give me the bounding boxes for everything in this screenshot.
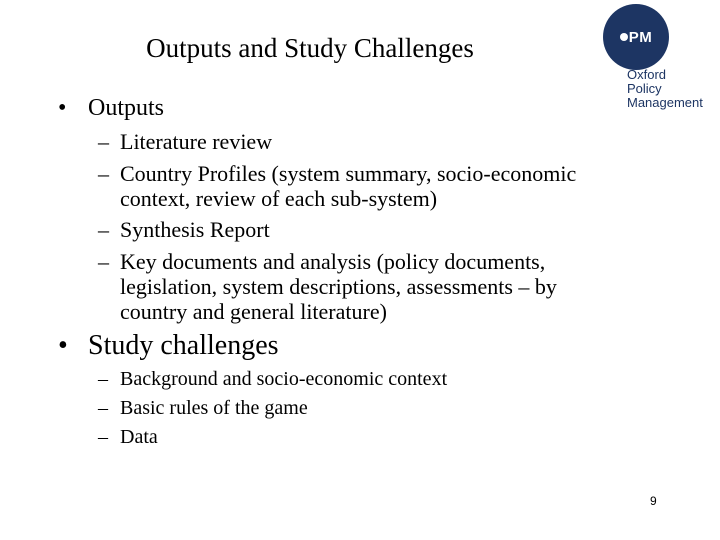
list-item-text <box>120 394 308 423</box>
outputs-heading: Outputs <box>88 95 165 121</box>
dash-icon: – <box>98 426 108 448</box>
slide-title: Outputs and Study Challenges <box>146 33 474 63</box>
list-item-text <box>120 129 272 154</box>
opm-logo-mark <box>603 4 669 70</box>
list-item-line: Data <box>120 426 158 448</box>
list-item-line: Key documents and analysis (policy documents, <box>120 249 546 274</box>
list-item-line: context, review of each sub-system) <box>120 186 438 211</box>
list-item-text <box>120 365 447 394</box>
logo-dot-icon <box>620 33 628 41</box>
dash-icon: – <box>98 129 109 154</box>
list-item-line: Background and socio-economic context <box>120 368 448 390</box>
list-item-text <box>120 249 557 324</box>
dash-icon: – <box>98 397 108 419</box>
dash-icon: – <box>98 249 109 274</box>
list-item-line: legislation, system descriptions, assessments – by <box>120 274 557 299</box>
logo-line-policy: Policy <box>627 81 662 96</box>
logo-line-oxford: Oxford <box>627 67 667 82</box>
bullet-icon: • <box>58 95 67 121</box>
page-number: 9 <box>650 494 657 508</box>
dash-icon: – <box>98 217 109 242</box>
list-item-text <box>120 161 576 211</box>
bullet-icon: • <box>58 330 68 361</box>
list-item-line: Country Profiles (system summary, socio-economic <box>120 161 577 186</box>
list-item-text <box>120 217 270 242</box>
logo-mark-text: PM <box>628 28 653 46</box>
list-item-line: country and general literature) <box>120 299 387 324</box>
opm-logo <box>600 4 718 116</box>
logo-wordmark <box>627 68 703 110</box>
challenges-heading: Study challenges <box>88 330 279 361</box>
logo-line-management: Management <box>627 95 703 110</box>
dash-icon: – <box>98 161 109 186</box>
list-item-text <box>120 423 158 452</box>
list-item-line: Literature review <box>120 129 273 154</box>
dash-icon: – <box>98 368 108 390</box>
list-item-line: Basic rules of the game <box>120 397 308 419</box>
list-item-line: Synthesis Report <box>120 217 270 242</box>
